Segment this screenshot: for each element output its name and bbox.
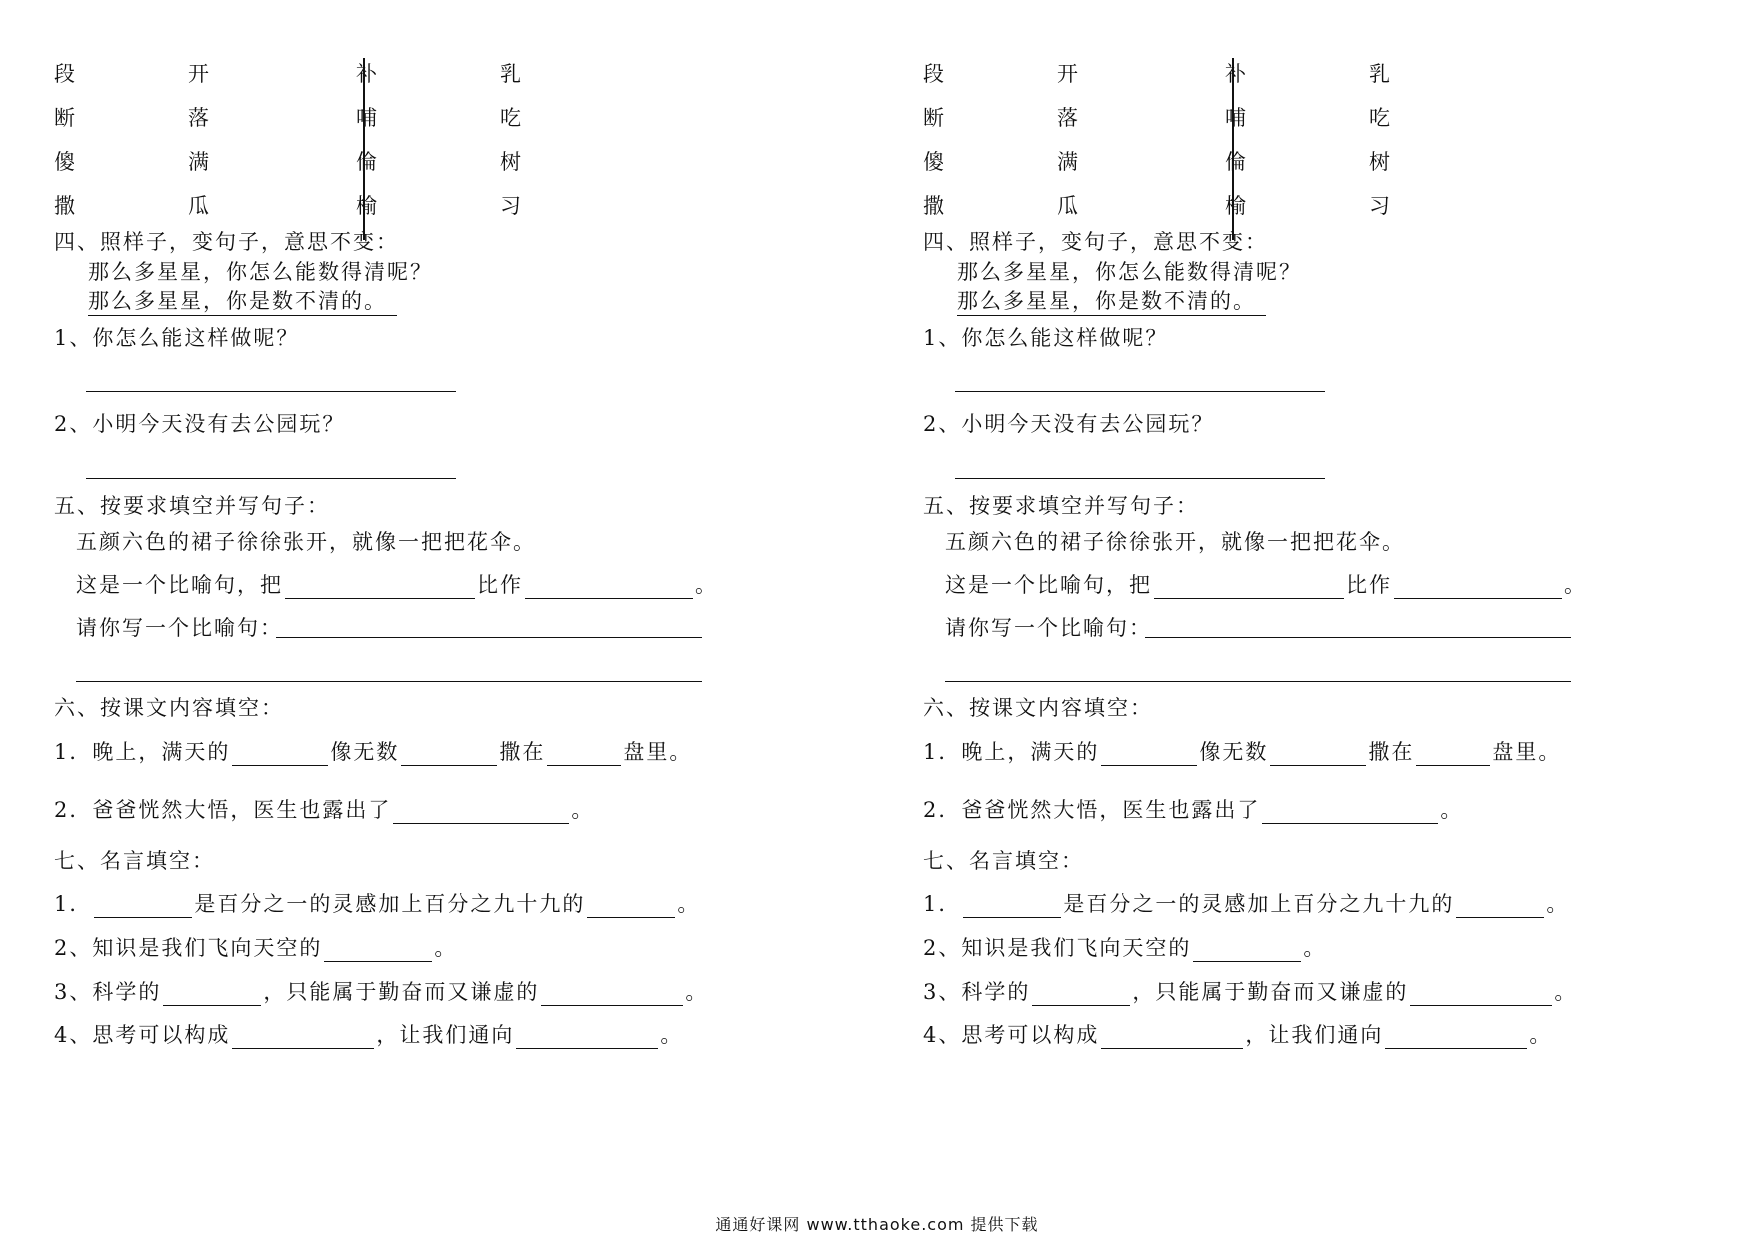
char-cell: 树	[500, 150, 521, 174]
blank[interactable]	[232, 1026, 374, 1049]
example-question: 那么多星星，你怎么能数得清呢？	[957, 260, 1302, 284]
char-cell: 乳	[500, 62, 521, 86]
metaphor-fill-line: 这是一个比喻句，把 比作 。	[945, 573, 1587, 597]
answer-line[interactable]	[1145, 637, 1571, 638]
char-cell: 满	[1057, 150, 1078, 174]
fill-line-6-1: 1．晚上，满天的 像无数 撒在 盘里。	[54, 740, 693, 764]
char-cell: 瓜	[188, 194, 209, 218]
char-cell: 断	[54, 106, 75, 130]
blank[interactable]	[547, 743, 621, 766]
char-cell: 落	[188, 106, 209, 130]
char-cell: 满	[188, 150, 209, 174]
blank[interactable]	[393, 801, 569, 824]
section-6-title: 六、按课文内容填空：	[54, 696, 284, 720]
blank[interactable]	[1416, 743, 1490, 766]
answer-line[interactable]	[76, 681, 702, 682]
char-cell: 落	[1057, 106, 1078, 130]
blank[interactable]	[1032, 983, 1130, 1006]
section-5-title: 五、按要求填空并写句子：	[923, 494, 1199, 518]
char-cell: 傻	[54, 150, 75, 174]
char-cell: 段	[923, 62, 944, 86]
example-question: 那么多星星，你怎么能数得清呢？	[88, 260, 433, 284]
blank[interactable]	[1456, 895, 1544, 918]
char-cell: 哺	[1225, 106, 1246, 130]
fill-line-6-2: 2．爸爸恍然大悟，医生也露出了 。	[54, 798, 595, 822]
char-cell: 哺	[356, 106, 377, 130]
char-cell: 树	[1369, 150, 1390, 174]
answer-line[interactable]	[955, 478, 1325, 479]
worksheet-left	[0, 0, 820, 1240]
blank[interactable]	[1270, 743, 1366, 766]
char-cell: 开	[1057, 62, 1078, 86]
char-cell: 补	[1225, 62, 1246, 86]
fill-line-7-4: 4、思考可以构成 ，让我们通向 。	[923, 1023, 1553, 1047]
answer-line[interactable]	[276, 637, 702, 638]
blank[interactable]	[1101, 1026, 1243, 1049]
section-7-title: 七、名言填空：	[54, 849, 215, 873]
char-cell: 习	[500, 194, 521, 218]
blank[interactable]	[324, 939, 432, 962]
metaphor-sentence: 五颜六色的裙子徐徐张开，就像一把把花伞。	[945, 530, 1405, 554]
fill-line-7-1: 1． 是百分之一的灵感加上百分之九十九的 。	[923, 892, 1570, 916]
blank[interactable]	[1193, 939, 1301, 962]
write-metaphor-label: 请你写一个比喻句：	[945, 616, 1152, 640]
write-metaphor-label: 请你写一个比喻句：	[76, 616, 283, 640]
fill-line-7-4: 4、思考可以构成 ，让我们通向 。	[54, 1023, 684, 1047]
blank[interactable]	[163, 983, 261, 1006]
char-cell: 习	[1369, 194, 1390, 218]
char-cell: 开	[188, 62, 209, 86]
example-answer: 那么多星星，你是数不清的。	[957, 287, 1266, 316]
blank[interactable]	[1385, 1026, 1527, 1049]
blank[interactable]	[525, 576, 693, 599]
blank[interactable]	[1262, 801, 1438, 824]
section-4-title: 四、照样子，变句子，意思不变：	[54, 230, 399, 254]
blank[interactable]	[587, 895, 675, 918]
blank[interactable]	[1154, 576, 1344, 599]
section-7-title: 七、名言填空：	[923, 849, 1084, 873]
blank[interactable]	[541, 983, 683, 1006]
char-cell: 瓜	[1057, 194, 1078, 218]
blank[interactable]	[285, 576, 475, 599]
question-1: 1、你怎么能这样做呢？	[54, 326, 300, 350]
metaphor-fill-line: 这是一个比喻句，把 比作 。	[76, 573, 718, 597]
fill-line-7-3: 3、科学的 ，只能属于勤奋而又谦虚的 。	[54, 980, 709, 1004]
blank[interactable]	[401, 743, 497, 766]
question-2: 2、小明今天没有去公园玩？	[923, 412, 1215, 436]
blank[interactable]	[516, 1026, 658, 1049]
answer-line[interactable]	[955, 391, 1325, 392]
fill-line-7-2: 2、知识是我们飞向天空的 。	[923, 936, 1327, 960]
char-cell: 补	[356, 62, 377, 86]
char-cell: 吃	[500, 106, 521, 130]
char-cell: 榆	[356, 194, 377, 218]
footer-credit: 通通好课网 www.tthaoke.com 提供下载	[715, 1215, 1039, 1234]
char-cell: 段	[54, 62, 75, 86]
blank[interactable]	[1101, 743, 1197, 766]
question-1: 1、你怎么能这样做呢？	[923, 326, 1169, 350]
blank[interactable]	[1394, 576, 1562, 599]
fill-line-6-2: 2．爸爸恍然大悟，医生也露出了 。	[923, 798, 1464, 822]
blank[interactable]	[1410, 983, 1552, 1006]
metaphor-sentence: 五颜六色的裙子徐徐张开，就像一把把花伞。	[76, 530, 536, 554]
char-cell: 榆	[1225, 194, 1246, 218]
section-6-title: 六、按课文内容填空：	[923, 696, 1153, 720]
char-cell: 倫	[356, 150, 377, 174]
blank[interactable]	[963, 895, 1061, 918]
fill-line-6-1: 1．晚上，满天的 像无数 撒在 盘里。	[923, 740, 1562, 764]
example-answer: 那么多星星，你是数不清的。	[88, 287, 397, 316]
char-cell: 撒	[54, 194, 75, 218]
blank[interactable]	[94, 895, 192, 918]
answer-line[interactable]	[86, 478, 456, 479]
answer-line[interactable]	[945, 681, 1571, 682]
char-cell: 傻	[923, 150, 944, 174]
section-4-title: 四、照样子，变句子，意思不变：	[923, 230, 1268, 254]
fill-line-7-2: 2、知识是我们飞向天空的 。	[54, 936, 458, 960]
char-cell: 断	[923, 106, 944, 130]
char-cell: 吃	[1369, 106, 1390, 130]
char-cell: 倫	[1225, 150, 1246, 174]
question-2: 2、小明今天没有去公园玩？	[54, 412, 346, 436]
section-5-title: 五、按要求填空并写句子：	[54, 494, 330, 518]
fill-line-7-3: 3、科学的 ，只能属于勤奋而又谦虚的 。	[923, 980, 1578, 1004]
blank[interactable]	[232, 743, 328, 766]
char-cell: 撒	[923, 194, 944, 218]
fill-line-7-1: 1． 是百分之一的灵感加上百分之九十九的 。	[54, 892, 701, 916]
char-cell: 乳	[1369, 62, 1390, 86]
answer-line[interactable]	[86, 391, 456, 392]
worksheet-right	[869, 0, 1689, 1240]
